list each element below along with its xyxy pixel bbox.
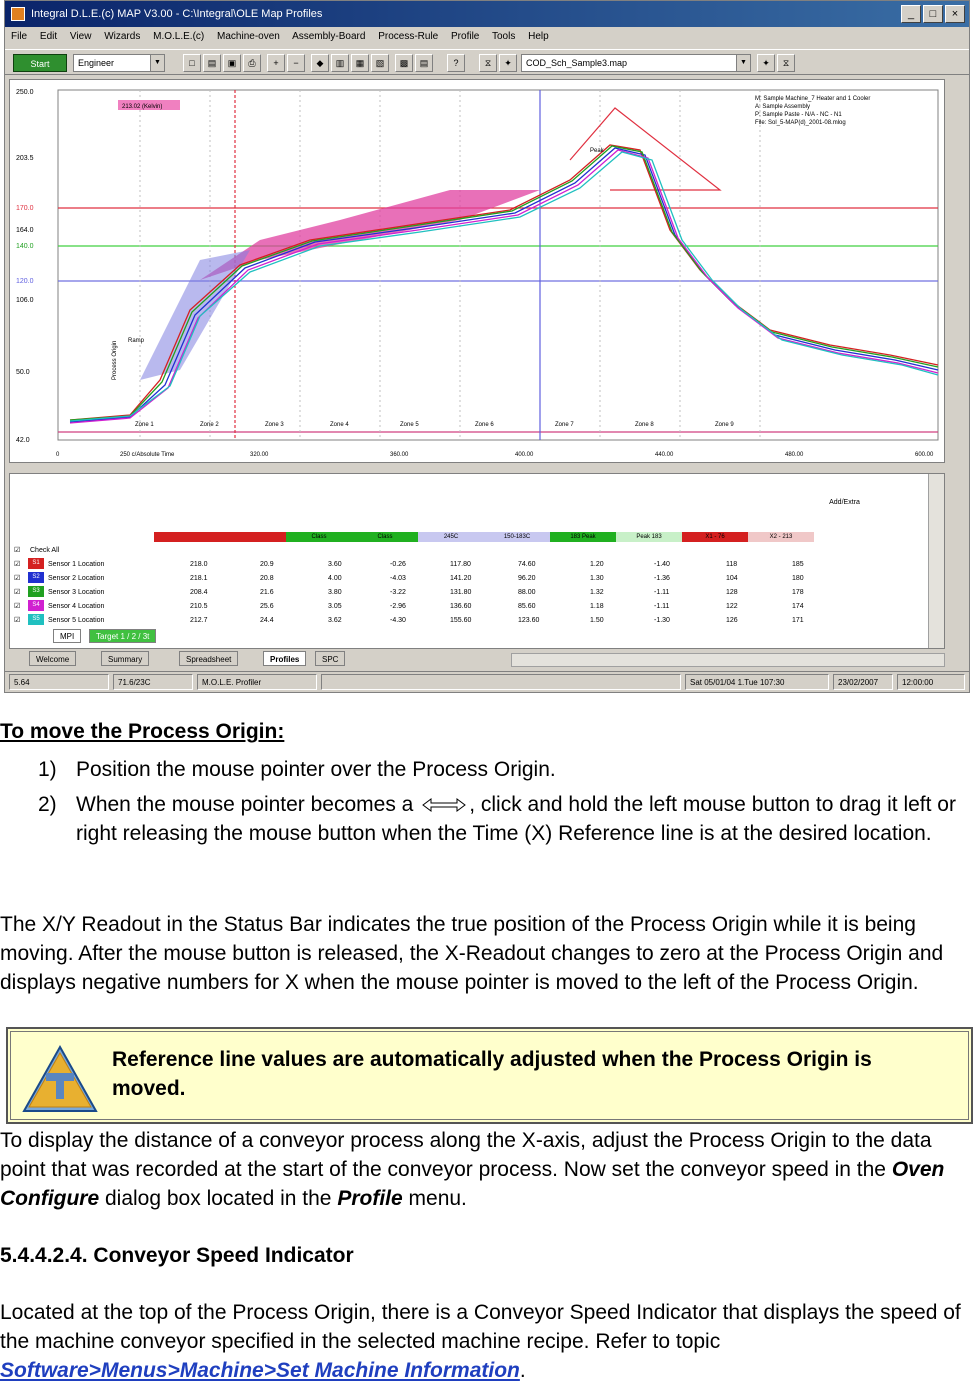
paragraph-readout: The X/Y Readout in the Status Bar indicates the true position of the Process Origin while it is being moving. After the mouse button is released, the X-Readout changes to zero at the Process Origin and displays negative numbers for X when the mouse pointer is moved to the left of the Process Origin. bbox=[0, 913, 944, 994]
view-tabs bbox=[9, 651, 509, 667]
filter-icon[interactable]: ⧖ bbox=[777, 54, 795, 72]
engineer-combo-value: Engineer bbox=[78, 58, 115, 68]
minimize-button[interactable]: _ bbox=[901, 5, 921, 23]
menu-machine-oven[interactable]: Machine-oven bbox=[217, 31, 280, 42]
cell: 25.6 bbox=[260, 603, 274, 610]
grid-subheader: Peak 183 bbox=[616, 532, 682, 542]
table-row[interactable] bbox=[10, 600, 945, 613]
grid-subheader bbox=[220, 532, 286, 542]
check-all-row[interactable] bbox=[10, 544, 945, 557]
check-all-label: Check All bbox=[30, 547, 60, 554]
grid-vertical-scrollbar[interactable] bbox=[928, 474, 944, 648]
y-tick: 120.0 bbox=[16, 278, 34, 285]
tab-spreadsheet[interactable]: Spreadsheet bbox=[179, 651, 238, 666]
open-icon[interactable]: ▤ bbox=[203, 54, 221, 72]
cell: 88.00 bbox=[518, 589, 536, 596]
grid-header-label: Minimum Temperature bbox=[232, 494, 273, 510]
menu-file[interactable]: File bbox=[11, 31, 28, 42]
cell: 21.6 bbox=[260, 589, 274, 596]
grid-header[interactable] bbox=[682, 474, 748, 530]
sensor-tag: S4 bbox=[28, 600, 44, 611]
checkbox-icon[interactable]: ☑ bbox=[14, 617, 21, 624]
cell: 136.60 bbox=[450, 603, 472, 610]
menu-view[interactable]: View bbox=[69, 31, 92, 42]
plot-frame bbox=[58, 90, 938, 440]
table-row[interactable] bbox=[10, 558, 945, 571]
status-bar bbox=[5, 671, 969, 691]
cell: -1.30 bbox=[654, 617, 670, 624]
cell: 1.32 bbox=[590, 589, 604, 596]
y-tick: 203.5 bbox=[16, 155, 34, 162]
paste-icon[interactable]: ▧ bbox=[371, 54, 389, 72]
chevron-down-icon: ▼ bbox=[150, 55, 164, 71]
conveyor-speed-label: 213.02 (Kelvin) bbox=[122, 104, 163, 110]
new-icon[interactable]: □ bbox=[183, 54, 201, 72]
engineer-combo[interactable] bbox=[73, 54, 165, 72]
grid-header[interactable] bbox=[154, 474, 220, 530]
grid-header[interactable] bbox=[352, 474, 418, 530]
toolbar bbox=[5, 49, 969, 75]
cell: 3.80 bbox=[328, 589, 342, 596]
legend-line: P: Sample Paste - N/A - NC - N1 bbox=[755, 112, 842, 118]
x-tick: 320.00 bbox=[250, 452, 269, 458]
chevron-down-icon: ▼ bbox=[736, 55, 750, 71]
zone-label: Zone 2 bbox=[200, 422, 219, 428]
menu-tools[interactable]: Tools bbox=[491, 31, 516, 42]
table-row[interactable] bbox=[10, 614, 945, 627]
y-tick: 250.0 bbox=[16, 89, 34, 96]
checkbox-icon[interactable]: ☑ bbox=[14, 561, 21, 568]
step-text bbox=[76, 790, 973, 848]
step-text: Position the mouse pointer over the Process Origin. bbox=[76, 758, 556, 781]
zone-label: Zone 7 bbox=[555, 422, 574, 428]
tip-icon bbox=[20, 1043, 100, 1115]
section-heading: To move the Process Origin: bbox=[0, 720, 285, 743]
cell: 104 bbox=[726, 575, 738, 582]
sheet-tabs bbox=[9, 629, 209, 645]
sensor-name: Sensor 3 Location bbox=[48, 589, 105, 596]
x-tick: 480.00 bbox=[785, 452, 804, 458]
peak-label: Peak bbox=[590, 148, 604, 154]
tab-welcome[interactable]: Welcome bbox=[29, 651, 76, 666]
x-tick: 440.00 bbox=[655, 452, 674, 458]
paragraph-text: . bbox=[519, 1359, 526, 1382]
grid-header[interactable] bbox=[748, 474, 814, 530]
note-box bbox=[6, 1027, 973, 1124]
ramp-label: Ramp bbox=[128, 338, 145, 344]
zone-label: Zone 5 bbox=[400, 422, 419, 428]
checkbox-icon[interactable]: ☑ bbox=[14, 603, 21, 610]
step-number: 1) bbox=[38, 758, 57, 781]
profile-chart[interactable] bbox=[9, 79, 945, 463]
paragraph-indicator bbox=[0, 1298, 975, 1383]
x-axis-ticks bbox=[56, 452, 934, 458]
checkbox-icon[interactable]: ☑ bbox=[14, 589, 21, 596]
cell: -1.11 bbox=[654, 589, 670, 596]
grid-header[interactable] bbox=[484, 474, 550, 530]
menu-profile[interactable]: Profile bbox=[451, 31, 480, 42]
profile-file-combo[interactable] bbox=[521, 54, 751, 72]
horizontal-resize-cursor-icon bbox=[419, 796, 469, 814]
grid-header[interactable] bbox=[616, 474, 682, 530]
y-tick: 42.0 bbox=[16, 437, 30, 444]
paragraph-text: menu. bbox=[402, 1187, 467, 1210]
start-button[interactable]: Start bbox=[13, 54, 67, 72]
grid-subheader: Class bbox=[352, 532, 418, 542]
tab-profiles[interactable]: Profiles bbox=[263, 651, 306, 666]
application-screenshot bbox=[4, 0, 970, 693]
cell: 141.20 bbox=[450, 575, 472, 582]
checkbox-icon[interactable]: ☑ bbox=[14, 575, 21, 582]
y-tick: 164.0 bbox=[16, 227, 34, 234]
oven-icon[interactable]: ▥ bbox=[331, 54, 349, 72]
y-axis-ticks bbox=[16, 89, 34, 444]
cell: 1.30 bbox=[590, 575, 604, 582]
window-titlebar bbox=[5, 1, 969, 27]
legend-line: M: Sample Machine_7 Heater and 1 Cooler bbox=[755, 96, 871, 102]
status-spacer bbox=[321, 674, 681, 690]
app-icon bbox=[11, 7, 25, 21]
sensor-name: Sensor 5 Location bbox=[48, 617, 105, 624]
y-tick: 170.0 bbox=[16, 205, 34, 212]
sensor-name: Sensor 1 Location bbox=[48, 561, 105, 568]
board-icon[interactable]: ▦ bbox=[351, 54, 369, 72]
status-date: 23/02/2007 bbox=[833, 674, 893, 690]
cell: 123.60 bbox=[518, 617, 540, 624]
zone-label: Zone 8 bbox=[635, 422, 654, 428]
cell: 180 bbox=[792, 575, 804, 582]
cell: 118 bbox=[726, 561, 738, 568]
cell: 1.20 bbox=[590, 561, 604, 568]
filter-icon[interactable]: ⧖ bbox=[479, 54, 497, 72]
grid-subheader: 150-183C bbox=[484, 532, 550, 542]
maximize-button[interactable]: □ bbox=[923, 5, 943, 23]
table-row[interactable] bbox=[10, 572, 945, 585]
print-icon[interactable]: ⎙ bbox=[243, 54, 261, 72]
grid-icon[interactable]: ▩ bbox=[395, 54, 413, 72]
grid-header-label: Time Above Temperature Reference (Rising) bbox=[421, 489, 480, 515]
grid-header[interactable] bbox=[550, 474, 616, 530]
sensor-tag: S5 bbox=[28, 614, 44, 625]
menu-help[interactable]: Help bbox=[528, 31, 549, 42]
grid-subheader: 245C bbox=[418, 532, 484, 542]
cell: -4.30 bbox=[390, 617, 406, 624]
cell: 174 bbox=[792, 603, 804, 610]
tab-spc[interactable]: SPC bbox=[315, 651, 345, 666]
cell: -1.40 bbox=[654, 561, 670, 568]
step-text-post: , click and hold the left mouse button to drag it left or right releasing the mouse button when the Time (X) Reference line is at the desired location. bbox=[76, 793, 956, 845]
cell: 178 bbox=[792, 589, 804, 596]
paragraph-text: To display the distance of a conveyor process along the X-axis, adjust the Process Origin to the data point that was recorded at the start of the conveyor process. Now set the conveyor speed in the bbox=[0, 1129, 932, 1181]
cell: 3.62 bbox=[328, 617, 342, 624]
checkbox-icon[interactable]: ☑ bbox=[14, 547, 21, 554]
cell: -2.96 bbox=[390, 603, 406, 610]
grid-header-label: Slope Temperature to Peak bbox=[552, 494, 613, 510]
sheet-tab-mpi[interactable]: MPI bbox=[53, 629, 81, 643]
horizontal-scrollbar[interactable] bbox=[511, 653, 945, 667]
section-title: 5.4.4.2.4. Conveyor Speed Indicator bbox=[0, 1244, 354, 1267]
cell: 3.60 bbox=[328, 561, 342, 568]
menu-assembly-board[interactable]: Assembly-Board bbox=[292, 31, 366, 42]
cell: 20.8 bbox=[260, 575, 274, 582]
x-tick: 0 bbox=[56, 452, 60, 458]
grid-header-label: Time Between Temperatures bbox=[494, 494, 539, 510]
cell: 131.80 bbox=[450, 589, 472, 596]
step-number: 2) bbox=[38, 793, 57, 816]
cell: 24.4 bbox=[260, 617, 274, 624]
grid-header[interactable] bbox=[220, 474, 286, 530]
menu-bar bbox=[5, 27, 969, 47]
cell: 185 bbox=[792, 561, 804, 568]
x-tick: 600.00 bbox=[915, 452, 934, 458]
x-tick: 250 c/Absolute Time bbox=[120, 452, 175, 458]
grid-header-label: Maximum Temperature bbox=[166, 494, 207, 510]
grid-subheader: 183 Peak bbox=[550, 532, 616, 542]
zone-label: Zone 3 bbox=[265, 422, 284, 428]
help-icon[interactable]: ? bbox=[447, 54, 465, 72]
sensor-tag: S3 bbox=[28, 586, 44, 597]
grid-header-label: Difference of Zone Reference bbox=[751, 494, 810, 510]
grid-subheader: X1 - 76 bbox=[682, 532, 748, 542]
status-temperature: 71.6/23C bbox=[113, 674, 193, 690]
step-text-pre: When the mouse pointer becomes a bbox=[76, 793, 414, 816]
tab-summary[interactable]: Summary bbox=[101, 651, 149, 666]
zone-label: Zone 4 bbox=[330, 422, 349, 428]
status-time: 12:00:00 bbox=[897, 674, 965, 690]
cell: 218.0 bbox=[190, 561, 208, 568]
note-text: Reference line values are automatically adjusted when the Process Origin is moved. bbox=[112, 1048, 872, 1100]
profile-menu-emphasis: Profile bbox=[337, 1187, 403, 1210]
x-tick: 400.00 bbox=[515, 452, 534, 458]
cell: -1.11 bbox=[654, 603, 670, 610]
sensor-name: Sensor 2 Location bbox=[48, 575, 105, 582]
table-icon[interactable]: ▤ bbox=[415, 54, 433, 72]
sensor-tag: S1 bbox=[28, 558, 44, 569]
sensor-icon[interactable]: ◆ bbox=[311, 54, 329, 72]
zoom-in-icon[interactable]: + bbox=[267, 54, 285, 72]
grid-header-label: Down Peak to Temperature bbox=[626, 494, 671, 510]
cell: 117.80 bbox=[450, 561, 471, 568]
grid-header[interactable] bbox=[418, 474, 484, 530]
zone-label: Zone 6 bbox=[475, 422, 494, 428]
sheet-tab-target[interactable]: Target 1 / 2 / 3t bbox=[89, 629, 156, 643]
cell: 171 bbox=[792, 617, 804, 624]
y-tick: 140.0 bbox=[16, 243, 34, 250]
cell: 1.50 bbox=[590, 617, 604, 624]
sensor-tag: S2 bbox=[28, 572, 44, 583]
profile-chart-svg bbox=[10, 80, 946, 464]
cell: -0.26 bbox=[390, 561, 406, 568]
cell: 126 bbox=[726, 617, 738, 624]
cell: -3.22 bbox=[390, 589, 406, 596]
cell: 96.20 bbox=[518, 575, 536, 582]
zone-label: Zone 9 bbox=[715, 422, 734, 428]
process-origin-label: Process Origin bbox=[112, 340, 118, 380]
oven-configure-emphasis: Oven Configure bbox=[0, 1158, 945, 1210]
zoom-out-icon[interactable]: − bbox=[287, 54, 305, 72]
y-tick: 50.0 bbox=[16, 369, 30, 376]
pin-icon[interactable]: ✦ bbox=[757, 54, 775, 72]
cell: 74.60 bbox=[518, 561, 536, 568]
paragraph-text: Located at the top of the Process Origin, there is a Conveyor Speed Indicator that displays the speed of the machine conveyor specified in the selected machine recipe. Refer to topic bbox=[0, 1301, 961, 1353]
close-button[interactable]: × bbox=[945, 5, 965, 23]
cell: 210.5 bbox=[190, 603, 208, 610]
table-row[interactable] bbox=[10, 586, 945, 599]
menu-wizards[interactable]: Wizards bbox=[104, 31, 141, 42]
grid-subheader bbox=[154, 532, 220, 542]
set-machine-information-link[interactable]: Software>Menus>Machine>Set Machine Information bbox=[0, 1359, 520, 1382]
menu-edit[interactable]: Edit bbox=[39, 31, 58, 42]
status-date-info: Sat 05/01/04 1.Tue 107:30 bbox=[685, 674, 829, 690]
cell: 208.4 bbox=[190, 589, 208, 596]
grid-header-label: Maximum Negative Slope bbox=[354, 494, 415, 510]
cell: 122 bbox=[726, 603, 738, 610]
legend-line: A: Sample Assembly bbox=[755, 104, 811, 110]
grid-header[interactable] bbox=[814, 474, 876, 530]
grid-header-label: Maximum Positive Slope bbox=[290, 494, 347, 510]
statistics-grid bbox=[9, 473, 945, 649]
status-xy-readout: 5.64 bbox=[9, 674, 109, 690]
menu-mole[interactable]: M.O.L.E.(c) bbox=[153, 31, 205, 42]
grid-subheader: X2 - 213 bbox=[748, 532, 814, 542]
cell: 4.00 bbox=[328, 575, 342, 582]
cell: 128 bbox=[726, 589, 738, 596]
cell: 212.7 bbox=[190, 617, 208, 624]
cell: 218.1 bbox=[190, 575, 208, 582]
x-tick: 360.00 bbox=[390, 452, 409, 458]
cell: 1.18 bbox=[590, 603, 604, 610]
grid-header-label: Difference of Zone Reference bbox=[685, 494, 744, 510]
grid-subheader: Class bbox=[286, 532, 352, 542]
pin-icon[interactable]: ✦ bbox=[499, 54, 517, 72]
save-icon[interactable]: ▣ bbox=[223, 54, 241, 72]
cell: 3.05 bbox=[328, 603, 342, 610]
grid-header[interactable] bbox=[286, 474, 352, 530]
paragraph-text: dialog box located in the bbox=[99, 1187, 338, 1210]
menu-process-rule[interactable]: Process-Rule bbox=[378, 31, 439, 42]
cell: 85.60 bbox=[518, 603, 536, 610]
sensor-name: Sensor 4 Location bbox=[48, 603, 105, 610]
y-tick: 106.0 bbox=[16, 297, 34, 304]
grid-header-label: Add/Extra bbox=[829, 498, 860, 506]
cell: 20.9 bbox=[260, 561, 274, 568]
window-title: Integral D.L.E.(c) MAP V3.00 - C:\Integral\OLE Map Profiles bbox=[31, 8, 323, 20]
cell: -1.36 bbox=[654, 575, 670, 582]
status-device: M.O.L.E. Profiler bbox=[197, 674, 317, 690]
paragraph-conveyor bbox=[0, 1126, 975, 1213]
cell: -4.03 bbox=[390, 575, 406, 582]
profile-file-value: COD_Sch_Sample3.map bbox=[526, 58, 628, 68]
zone-label: Zone 1 bbox=[135, 422, 154, 428]
cell: 155.60 bbox=[450, 617, 472, 624]
legend-line: File: Sol_5-MAP(d)_2001-08.mlog bbox=[755, 120, 846, 126]
